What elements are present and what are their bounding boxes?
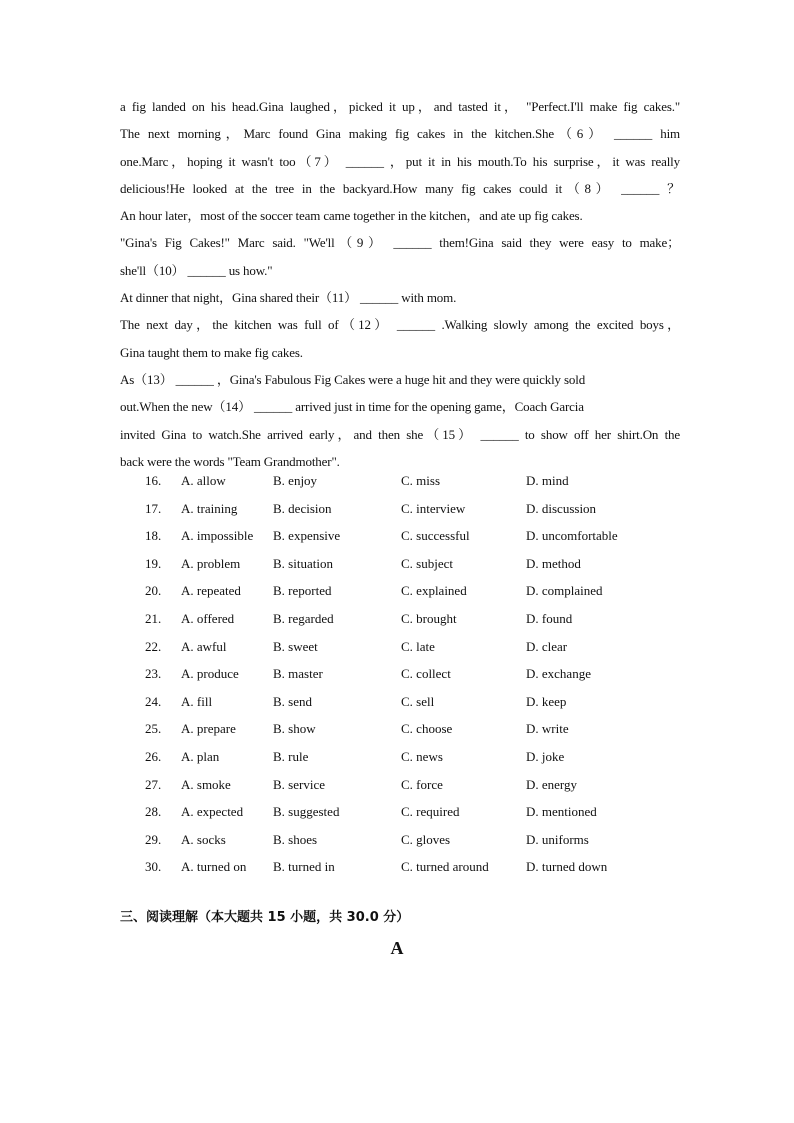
option-a: A. prepare (181, 721, 236, 737)
option-a: A. produce (181, 666, 239, 682)
question-row (120, 495, 720, 523)
question-number: 24. (145, 693, 162, 709)
option-c: C. interview (401, 500, 466, 516)
question-number: 28. (145, 804, 162, 820)
option-b: B. decision (273, 500, 332, 516)
question-number: 16. (145, 473, 162, 488)
option-d: D. mentioned (526, 804, 597, 820)
question-row (120, 688, 720, 716)
question-number: 25. (145, 721, 162, 737)
question-number: 21. (145, 610, 162, 626)
question-number: 29. (145, 831, 162, 847)
section-heading: 三、阅读理解（本大题共 15 小题，共 30.0 分） (120, 910, 410, 925)
question-row (120, 743, 720, 771)
question-number: 23. (145, 666, 162, 682)
option-d: D. method (526, 555, 581, 571)
passage-line: The next morning，Marc found Gina making fig cakes in the kitchen.She（6） ______ him (120, 126, 680, 142)
option-a: A. socks (181, 831, 226, 847)
option-b: B. rule (273, 748, 309, 764)
passage-line: delicious!He looked at the tree in the backyard.How many fig cakes could it（8） ______ ？ (120, 180, 680, 196)
option-d: D. complained (526, 583, 603, 599)
question-row (120, 853, 720, 881)
option-c: C. required (401, 804, 460, 820)
option-d: D. discussion (526, 500, 597, 516)
option-c: C. gloves (401, 831, 451, 847)
option-b: B. send (273, 693, 312, 709)
option-c: C. turned around (401, 859, 489, 875)
question-number: 19. (145, 555, 162, 571)
question-row (120, 467, 720, 495)
question-row (120, 633, 720, 661)
option-d: D. clear (526, 638, 568, 654)
passage-line: she'll（10） ______ us how." (120, 262, 273, 278)
option-b: B. sweet (273, 638, 318, 654)
option-c: C. miss (401, 473, 441, 488)
passage-line: back were the words "Team Grandmother". (120, 453, 340, 469)
option-c: C. choose (401, 721, 453, 737)
question-number: 20. (145, 583, 162, 599)
answer-options-table (120, 467, 720, 881)
question-row (120, 522, 720, 550)
passage-line: The next day，the kitchen was full of（12） ______ .Walking slowly among the excited boys， (120, 317, 680, 333)
option-a: A. fill (181, 693, 213, 709)
passage-line: invited Gina to watch.She arrived early，and then she（15） ______ to show off her shirt.On the (120, 426, 680, 442)
passage-line: a fig landed on his head.Gina laughed，picked it up，and tasted it， "Perfect.I'll make fig cakes." (120, 99, 680, 114)
option-d: D. exchange (526, 666, 591, 682)
passage-line: out.When the new（14） ______ arrived just in time for the opening game，Coach Garcia (120, 399, 584, 415)
option-b: B. suggested (273, 804, 340, 820)
option-d: D. uniforms (526, 831, 589, 847)
option-b: B. reported (273, 583, 332, 599)
option-c: C. explained (401, 583, 467, 599)
passage-line: At dinner that night，Gina shared their（11） ______ with mom. (120, 290, 457, 306)
question-row (120, 660, 720, 688)
question-number: 30. (145, 859, 162, 875)
option-d: D. found (526, 610, 573, 626)
option-a: A. repeated (181, 583, 241, 599)
option-b: B. turned in (273, 859, 335, 875)
option-a: A. turned on (181, 859, 247, 875)
option-c: C. sell (401, 693, 435, 709)
option-d: D. uncomfortable (526, 528, 618, 544)
option-b: B. regarded (273, 610, 334, 626)
option-c: C. successful (401, 528, 470, 544)
option-d: D. keep (526, 693, 567, 709)
question-number: 17. (145, 500, 162, 516)
option-a: A. awful (181, 638, 227, 654)
question-row (120, 798, 720, 826)
option-a: A. plan (181, 748, 220, 764)
option-c: C. collect (401, 666, 451, 682)
question-number: 22. (145, 638, 162, 654)
option-b: B. service (273, 776, 325, 792)
option-a: A. impossible (181, 528, 254, 544)
question-row (120, 771, 720, 799)
question-number: 18. (145, 528, 162, 544)
option-d: D. turned down (526, 859, 608, 875)
question-row (120, 577, 720, 605)
option-d: D. joke (526, 748, 565, 764)
option-a: A. offered (181, 610, 235, 626)
cloze-passage (120, 93, 680, 475)
option-b: B. expensive (273, 528, 341, 544)
option-b: B. situation (273, 555, 333, 571)
passage-line: As（13） ______ ，Gina's Fabulous Fig Cakes were a huge hit and they were quickly sold (120, 371, 586, 387)
passage-label: A (390, 938, 404, 958)
option-a: A. training (181, 500, 238, 516)
question-row (120, 715, 720, 743)
option-c: C. news (401, 748, 443, 764)
option-d: D. write (526, 721, 569, 737)
option-b: B. enjoy (273, 473, 318, 488)
option-a: A. problem (181, 555, 241, 571)
option-c: C. brought (401, 610, 457, 626)
option-c: C. force (401, 776, 443, 792)
option-b: B. show (273, 721, 316, 737)
passage-line: one.Marc，hoping it wasn't too（7） ______ ，put it in his mouth.To his surprise，it was really (120, 153, 680, 169)
option-a: A. smoke (181, 776, 231, 792)
question-row (120, 550, 720, 578)
option-b: B. master (273, 666, 323, 682)
option-d: D. energy (526, 776, 578, 792)
option-a: A. expected (181, 804, 244, 820)
option-a: A. allow (181, 473, 226, 488)
option-d: D. mind (526, 473, 569, 488)
question-row (120, 605, 720, 633)
option-c: C. subject (401, 555, 453, 571)
passage-line: "Gina's Fig Cakes!" Marc said. "We'll（9） ______ them!Gina said they were easy to make； (120, 235, 680, 251)
passage-line: Gina taught them to make fig cakes. (120, 344, 303, 360)
question-row (120, 826, 720, 854)
passage-line: An hour later，most of the soccer team came together in the kitchen，and ate up fig cakes. (120, 208, 583, 224)
option-b: B. shoes (273, 831, 318, 847)
question-number: 27. (145, 776, 162, 792)
question-number: 26. (145, 748, 162, 764)
option-c: C. late (401, 638, 435, 654)
